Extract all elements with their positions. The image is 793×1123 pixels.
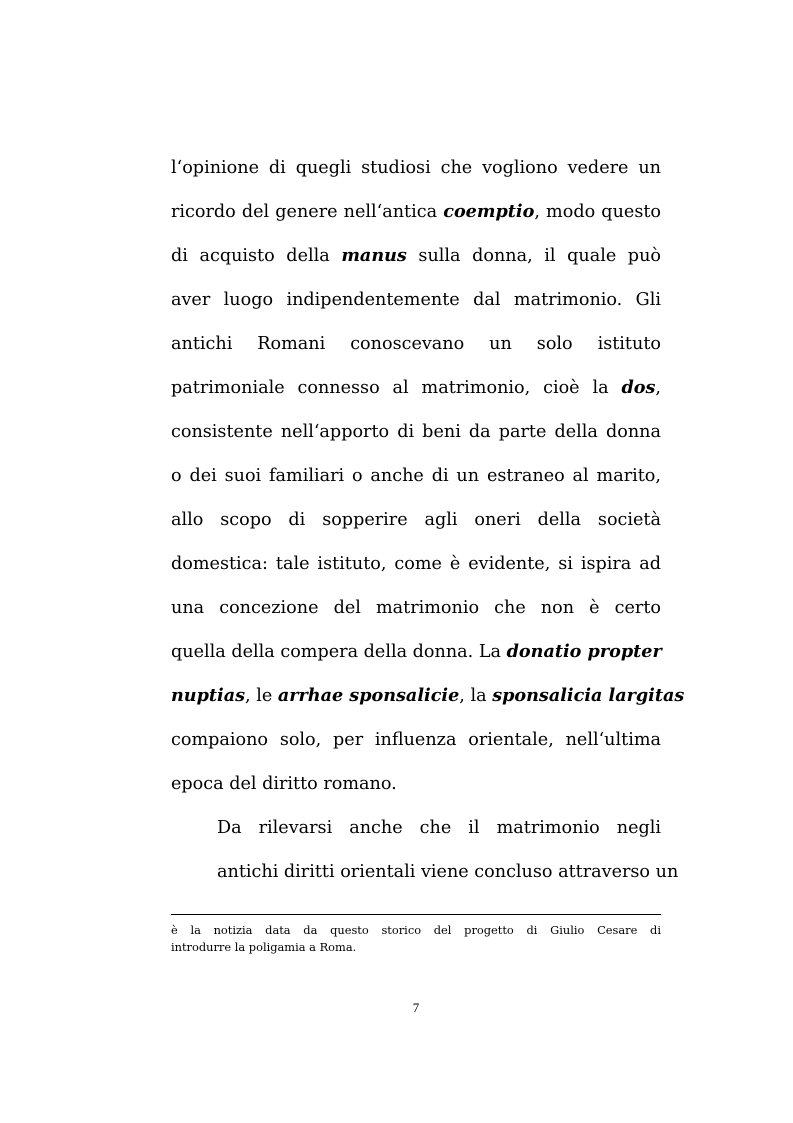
text-run: l‘opinione di quegli studiosi che vogliono vedere un xyxy=(171,158,661,178)
text-run: consistente nell‘apporto di beni da parte della donna xyxy=(171,422,661,442)
text-run: domestica: tale istituto, come è evidente, si ispira ad xyxy=(171,554,661,574)
text-run: quella della compera della donna. La xyxy=(171,642,507,662)
paragraph-1-line xyxy=(171,630,661,674)
main-text xyxy=(171,146,685,894)
footnote xyxy=(171,922,661,956)
text-run: , le xyxy=(245,686,278,706)
latin-term: manus xyxy=(341,245,407,266)
paragraph-2-line xyxy=(171,806,661,850)
paragraph-1-line xyxy=(171,366,661,410)
text-run: compaiono solo, per influenza orientale, nell‘ultima xyxy=(171,730,661,750)
text-run: , modo questo xyxy=(534,202,662,222)
latin-term: coemptio xyxy=(443,201,535,222)
latin-term: sponsalicia largitas xyxy=(492,685,685,706)
paragraph-1-line xyxy=(171,322,661,366)
latin-term: donatio propter xyxy=(506,641,662,662)
paragraph-1-line xyxy=(171,718,661,762)
paragraph-2 xyxy=(171,806,679,894)
text-run: allo scopo di sopperire agli oneri della società xyxy=(171,510,661,530)
text-run: epoca del diritto romano. xyxy=(171,774,397,794)
text-run: aver luogo indipendentemente dal matrimonio. Gli xyxy=(171,290,661,310)
text-run: sulla donna, il quale può xyxy=(406,246,661,266)
page-number: 7 xyxy=(412,1000,420,1015)
paragraph-1-line xyxy=(171,190,661,234)
text-run: , xyxy=(655,378,661,398)
paragraph-1-line xyxy=(171,410,661,454)
latin-term: nuptias xyxy=(171,685,246,706)
paragraph-1-line xyxy=(171,454,661,498)
paragraph-1-line xyxy=(171,278,661,322)
paragraph-1 xyxy=(171,146,685,806)
text-run: o dei suoi familiari o anche di un estraneo al marito, xyxy=(171,466,661,486)
footnote-line: introdurre la poligamia a Roma. xyxy=(171,940,357,954)
text-run: Da rilevarsi anche che il matrimonio negli xyxy=(217,818,661,838)
footnote-line: è la notizia data da questo storico del progetto di Giulio Cesare di xyxy=(171,923,661,937)
text-run: antichi diritti orientali viene concluso attraverso un xyxy=(217,862,679,882)
paragraph-1-line xyxy=(171,234,661,278)
text-run: di acquisto della xyxy=(171,246,342,266)
paragraph-1-line xyxy=(171,146,661,190)
latin-term: arrhae sponsalicie xyxy=(277,685,460,706)
text-run: antichi Romani conoscevano un solo istituto xyxy=(171,334,661,354)
paragraph-1-line xyxy=(171,674,685,718)
text-run: ricordo del genere nell‘antica xyxy=(171,202,444,222)
paragraph-1-line xyxy=(171,498,661,542)
text-run: una concezione del matrimonio che non è certo xyxy=(171,598,661,618)
paragraph-1-line xyxy=(171,586,661,630)
latin-term: dos xyxy=(621,377,656,398)
paragraph-1-line xyxy=(171,762,661,806)
footnote-separator xyxy=(171,914,661,915)
text-run: patrimoniale connesso al matrimonio, cioè la xyxy=(171,378,622,398)
paragraph-1-line xyxy=(171,542,661,586)
text-run: , la xyxy=(459,686,493,706)
paragraph-2-line xyxy=(171,850,679,894)
